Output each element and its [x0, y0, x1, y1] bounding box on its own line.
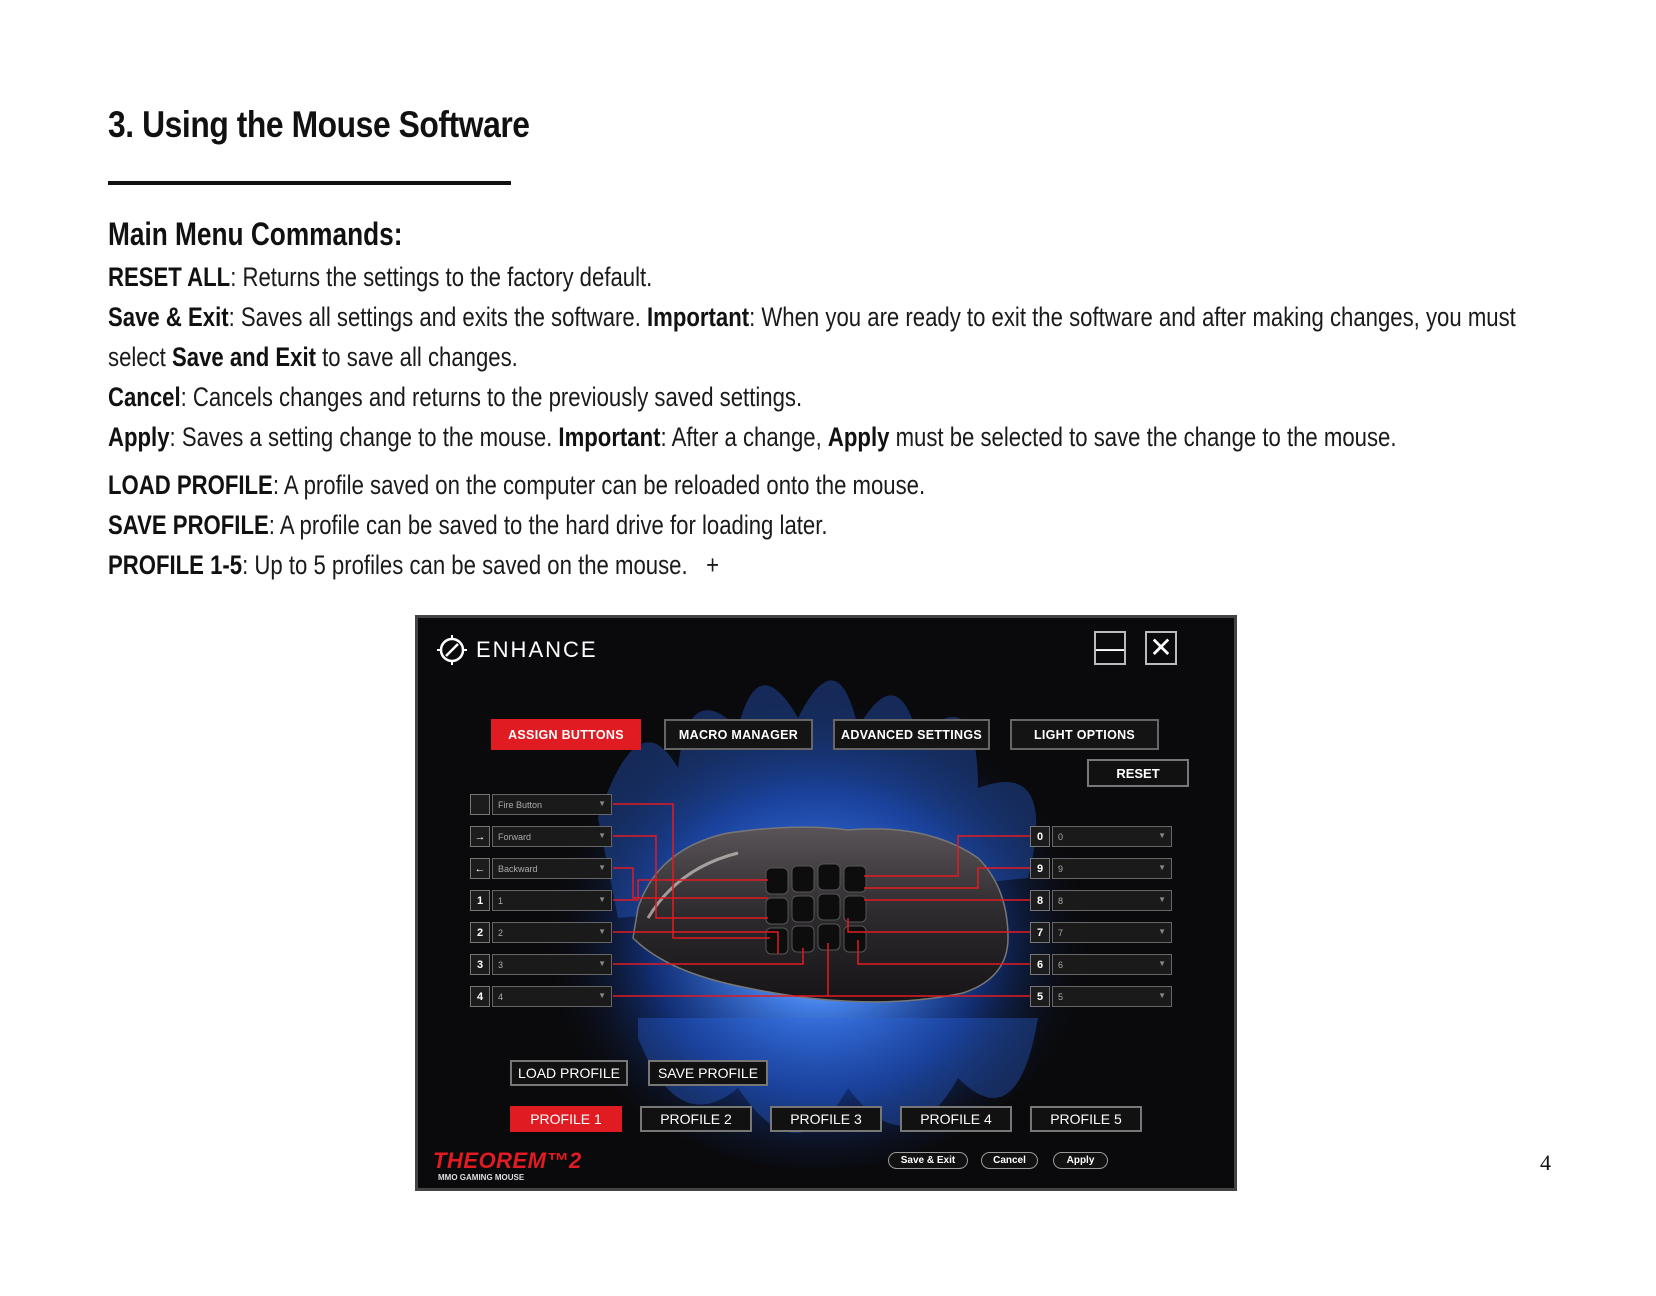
enhance-logo-icon: [436, 634, 468, 666]
chevron-down-icon: ▼: [1158, 991, 1166, 1000]
assignment-dropdown[interactable]: [492, 890, 612, 911]
section-heading: 3. Using the Mouse Software: [108, 104, 530, 145]
term: Save and Exit: [171, 342, 316, 372]
chevron-down-icon: ▼: [598, 799, 606, 808]
assignment-dropdown[interactable]: [1052, 890, 1172, 911]
dropdown-value: 2: [498, 927, 504, 938]
minimize-button[interactable]: [1094, 631, 1126, 665]
description: : A profile saved on the computer can be reloaded onto the mouse.: [272, 470, 926, 500]
assign-row-fire-button[interactable]: [470, 794, 612, 815]
assign-row-2[interactable]: [470, 922, 612, 943]
dropdown-value: 7: [1058, 927, 1064, 938]
profile-4-button[interactable]: PROFILE 4: [900, 1106, 1012, 1132]
dropdown-value: 5: [1058, 991, 1064, 1002]
profile-1-button[interactable]: PROFILE 1: [510, 1106, 622, 1132]
page-number: 4: [1540, 1150, 1551, 1175]
chevron-down-icon: ▼: [598, 895, 606, 904]
dropdown-value: 4: [498, 991, 504, 1002]
key-badge: 4: [470, 986, 490, 1007]
description: select: [108, 342, 172, 372]
term: PROFILE 1-5: [108, 550, 243, 580]
cancel-button[interactable]: Cancel: [981, 1152, 1038, 1169]
backward-arrow-icon: ←: [470, 858, 490, 879]
description: : When you are ready to exit the software and after making changes, you must: [749, 302, 1516, 332]
chevron-down-icon: ▼: [1158, 959, 1166, 968]
description: : After a change,: [660, 422, 828, 452]
dropdown-value: 6: [1058, 959, 1064, 970]
dropdown-value: 1: [498, 895, 504, 906]
description: to save all changes.: [315, 342, 518, 372]
tab-light-options[interactable]: LIGHT OPTIONS: [1010, 719, 1159, 750]
chevron-down-icon: ▼: [598, 863, 606, 872]
key-badge: 7: [1030, 922, 1050, 943]
key-badge: 2: [470, 922, 490, 943]
term: Apply: [108, 422, 170, 452]
description: must be selected to save the change to the mouse.: [889, 422, 1397, 452]
tab-advanced-settings[interactable]: ADVANCED SETTINGS: [833, 719, 990, 750]
apply-button[interactable]: Apply: [1053, 1152, 1108, 1169]
reset-button[interactable]: RESET: [1087, 759, 1189, 787]
dropdown-value: Fire Button: [498, 799, 543, 810]
key-badge: 5: [1030, 986, 1050, 1007]
chevron-down-icon: ▼: [598, 959, 606, 968]
assignment-dropdown[interactable]: [492, 826, 612, 847]
term: Cancel: [108, 382, 181, 412]
key-badge: 9: [1030, 858, 1050, 879]
logo-text: ENHANCE: [476, 637, 598, 662]
mouse-software-window: [415, 615, 1237, 1191]
assignment-dropdown[interactable]: [492, 794, 612, 815]
chevron-down-icon: ▼: [598, 991, 606, 1000]
close-button[interactable]: [1145, 631, 1177, 665]
assign-row-6[interactable]: [1030, 954, 1172, 975]
key-badge: 6: [1030, 954, 1050, 975]
assign-row-backward[interactable]: [470, 858, 612, 879]
forward-arrow-icon: →: [470, 826, 490, 847]
important-label: Important: [647, 302, 750, 332]
dropdown-value: 8: [1058, 895, 1064, 906]
assignment-dropdown[interactable]: [492, 954, 612, 975]
profile-5-button[interactable]: PROFILE 5: [1030, 1106, 1142, 1132]
important-label: Important: [558, 422, 661, 452]
heading-rule: [108, 181, 511, 185]
description: : Cancels changes and returns to the previously saved settings.: [180, 382, 803, 412]
save-profile-paragraph: [108, 505, 1551, 545]
assignment-dropdown[interactable]: [492, 986, 612, 1007]
save-exit-button[interactable]: Save & Exit: [888, 1152, 968, 1169]
term: Save & Exit: [108, 302, 229, 332]
assign-row-3[interactable]: [470, 954, 612, 975]
chevron-down-icon: ▼: [1158, 927, 1166, 936]
profile-2-button[interactable]: PROFILE 2: [640, 1106, 752, 1132]
enhance-logo: [436, 634, 598, 666]
assignment-dropdown[interactable]: [1052, 858, 1172, 879]
assignment-dropdown[interactable]: [1052, 986, 1172, 1007]
assign-row-7[interactable]: [1030, 922, 1172, 943]
assignment-dropdown[interactable]: [492, 922, 612, 943]
description: : Up to 5 profiles can be saved on the mouse.: [242, 550, 688, 580]
assign-row-8[interactable]: [1030, 890, 1172, 911]
load-profile-button[interactable]: LOAD PROFILE: [510, 1060, 628, 1086]
term: Apply: [827, 422, 890, 452]
term: LOAD PROFILE: [108, 470, 273, 500]
save-exit-paragraph-line2: [108, 337, 1551, 377]
assignment-dropdown[interactable]: [1052, 826, 1172, 847]
assign-row-5[interactable]: [1030, 986, 1172, 1007]
description: : Saves all settings and exits the software.: [228, 302, 648, 332]
reset-all-paragraph: [108, 257, 1551, 297]
assignment-dropdown[interactable]: [1052, 954, 1172, 975]
chevron-down-icon: ▼: [1158, 863, 1166, 872]
tab-assign-buttons[interactable]: ASSIGN BUTTONS: [491, 719, 641, 750]
assign-row-forward[interactable]: [470, 826, 612, 847]
term: RESET ALL: [108, 262, 231, 292]
dropdown-value: 9: [1058, 863, 1064, 874]
dropdown-value: Backward: [498, 863, 538, 874]
save-exit-paragraph: [108, 297, 1551, 337]
key-badge: [470, 794, 490, 815]
assign-row-0[interactable]: [1030, 826, 1172, 847]
save-profile-button[interactable]: SAVE PROFILE: [648, 1060, 768, 1086]
chevron-down-icon: ▼: [598, 831, 606, 840]
key-badge: 3: [470, 954, 490, 975]
term: SAVE PROFILE: [108, 510, 269, 540]
key-badge: 8: [1030, 890, 1050, 911]
dropdown-value: Forward: [498, 831, 532, 842]
close-icon: ✕: [1149, 632, 1173, 663]
dropdown-value: 3: [498, 959, 504, 970]
profile-3-button[interactable]: PROFILE 3: [770, 1106, 882, 1132]
profiles-paragraph: [108, 545, 1551, 585]
key-badge: 1: [470, 890, 490, 911]
chevron-down-icon: ▼: [1158, 895, 1166, 904]
subheading: Main Menu Commands:: [108, 216, 403, 252]
assignment-dropdown[interactable]: [1052, 922, 1172, 943]
description: : A profile can be saved to the hard drive for loading later.: [268, 510, 828, 540]
plus-mark: +: [706, 550, 720, 580]
description: : Saves a setting change to the mouse.: [169, 422, 559, 452]
assign-row-4[interactable]: [470, 986, 612, 1007]
chevron-down-icon: ▼: [598, 927, 606, 936]
load-profile-paragraph: [108, 465, 1551, 505]
description: : Returns the settings to the factory default.: [230, 262, 653, 292]
cancel-paragraph: [108, 377, 1551, 417]
dropdown-value: 0: [1058, 831, 1064, 842]
minimize-icon: —: [1096, 632, 1124, 663]
tab-macro-manager[interactable]: MACRO MANAGER: [664, 719, 813, 750]
assign-row-9[interactable]: [1030, 858, 1172, 879]
brand-subtitle: MMO GAMING MOUSE: [438, 1173, 525, 1182]
theorem-brand-logo: THEOREM™2: [433, 1148, 582, 1173]
chevron-down-icon: ▼: [1158, 831, 1166, 840]
apply-paragraph: [108, 417, 1551, 457]
assign-row-1[interactable]: [470, 890, 612, 911]
assignment-dropdown[interactable]: [492, 858, 612, 879]
key-badge: 0: [1030, 826, 1050, 847]
